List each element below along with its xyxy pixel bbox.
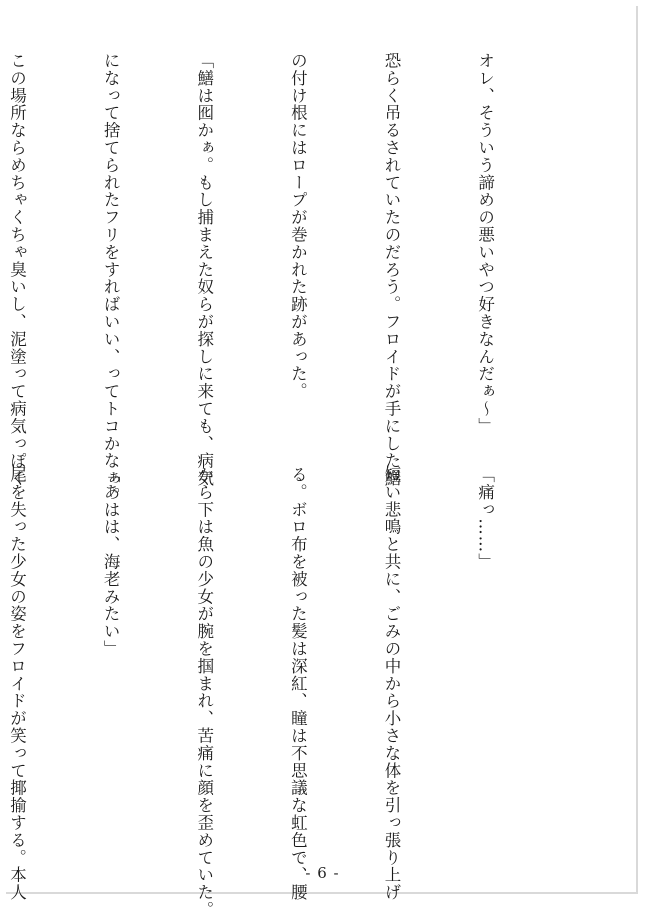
text-column: る。ボロ布を被った髪は深紅、瞳は不思議な虹色で、腰 (288, 466, 308, 901)
text-block-bottom (7, 466, 563, 918)
text-column: 「あはは、海老みたい」 (101, 466, 121, 658)
page-number: - 6 - (305, 864, 340, 882)
text-column: 尾を失った少女の姿をフロイドが笑って揶揄する。本人 (7, 466, 27, 901)
text-column: オレ、そういう諦めの悪いやつ好きなんだぁ～」 (475, 52, 495, 435)
text-column: になって捨てられたフリをすればいい、ってトコかなぁ。 (101, 52, 121, 505)
text-column: 「痛っ……」 (475, 466, 495, 571)
text-block-top (7, 52, 563, 505)
text-column: から下は魚の少女が腕を掴まれ、苦痛に顔を歪めていた。 (194, 466, 214, 918)
text-column: この場所ならめちゃくちゃ臭いし、泥塗って病気っぽく (7, 52, 27, 487)
text-column: の付け根にはロープが巻かれた跡があった。 (288, 52, 308, 400)
text-column: 「鱔は囮かぁ。もし捕まえた奴らが探しに来ても、病気 (194, 52, 214, 487)
text-column: 短い悲鳴と共に、ごみの中から小さな体を引っ張り上げ (381, 466, 401, 901)
text-column: 恐らく吊るされていたのだろう。フロイドが手にした鱔 (381, 52, 401, 487)
